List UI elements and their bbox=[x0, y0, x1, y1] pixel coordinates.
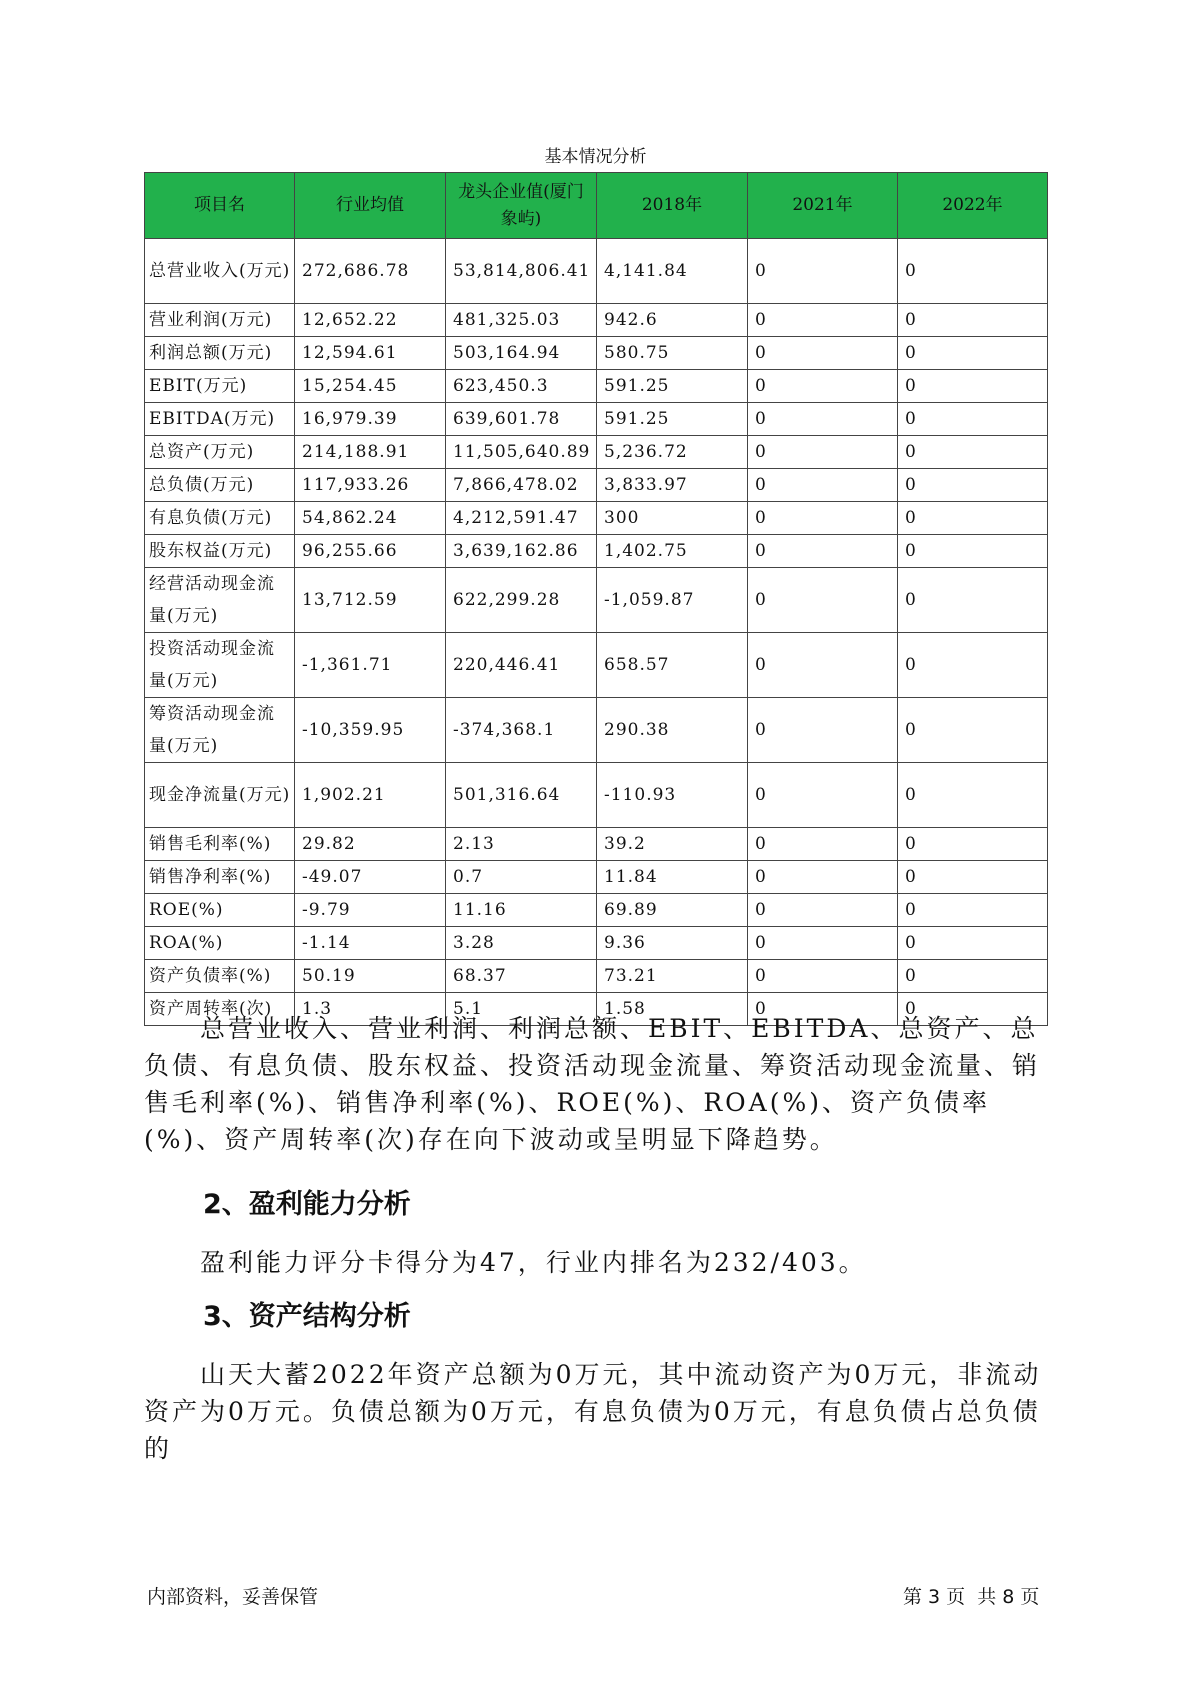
table-cell: 69.89 bbox=[597, 894, 748, 927]
table-cell: 9.36 bbox=[597, 927, 748, 960]
table-cell: 12,594.61 bbox=[295, 337, 446, 370]
table-cell: 0 bbox=[898, 370, 1048, 403]
table-cell: -374,368.1 bbox=[446, 698, 597, 763]
table-cell: 96,255.66 bbox=[295, 535, 446, 568]
table-cell: 0 bbox=[748, 436, 898, 469]
table-cell: 0 bbox=[898, 535, 1048, 568]
table-cell: 0 bbox=[898, 502, 1048, 535]
table-row bbox=[145, 927, 1048, 960]
table-row bbox=[145, 239, 1048, 304]
table-cell: 0 bbox=[748, 469, 898, 502]
table-row bbox=[145, 568, 1048, 633]
table-row bbox=[145, 763, 1048, 828]
table-cell: 591.25 bbox=[597, 403, 748, 436]
row-label: 经营活动现金流量(万元) bbox=[145, 568, 295, 633]
header-year-2018: 2018年 bbox=[597, 173, 748, 239]
table-cell: 0 bbox=[898, 304, 1048, 337]
table-cell: 0 bbox=[898, 993, 1048, 1026]
row-label: 现金净流量(万元) bbox=[145, 763, 295, 828]
table-row bbox=[145, 698, 1048, 763]
table-cell: 0.7 bbox=[446, 861, 597, 894]
table-cell: 0 bbox=[748, 828, 898, 861]
table-cell: 0 bbox=[748, 698, 898, 763]
table-cell: 117,933.26 bbox=[295, 469, 446, 502]
table-cell: 7,866,478.02 bbox=[446, 469, 597, 502]
row-label: 营业利润(万元) bbox=[145, 304, 295, 337]
row-label: EBIT(万元) bbox=[145, 370, 295, 403]
table-cell: 0 bbox=[898, 960, 1048, 993]
row-label: 总营业收入(万元) bbox=[145, 239, 295, 304]
table-cell: 591.25 bbox=[597, 370, 748, 403]
table-cell: 4,212,591.47 bbox=[446, 502, 597, 535]
table-cell: -1.14 bbox=[295, 927, 446, 960]
table-row bbox=[145, 828, 1048, 861]
table-cell: 0 bbox=[748, 633, 898, 698]
table-row bbox=[145, 304, 1048, 337]
table-cell: 290.38 bbox=[597, 698, 748, 763]
row-label: 资产周转率(次) bbox=[145, 993, 295, 1026]
table-cell: 5.1 bbox=[446, 993, 597, 1026]
table-cell: 13,712.59 bbox=[295, 568, 446, 633]
table-cell: 220,446.41 bbox=[446, 633, 597, 698]
table-cell: 3,639,162.86 bbox=[446, 535, 597, 568]
table-cell: 1,902.21 bbox=[295, 763, 446, 828]
header-industry-average: 行业均值 bbox=[295, 173, 446, 239]
table-cell: 3,833.97 bbox=[597, 469, 748, 502]
header-year-2021: 2021年 bbox=[748, 173, 898, 239]
table-cell: 1,402.75 bbox=[597, 535, 748, 568]
table-cell: 0 bbox=[748, 370, 898, 403]
table-cell: 1.3 bbox=[295, 993, 446, 1026]
footer-page-number: 第 3 页 共 8 页 bbox=[903, 1586, 1040, 1608]
table-cell: 0 bbox=[748, 993, 898, 1026]
table-cell: 0 bbox=[748, 763, 898, 828]
row-label: EBITDA(万元) bbox=[145, 403, 295, 436]
table-cell: 0 bbox=[748, 927, 898, 960]
table-cell: 0 bbox=[898, 436, 1048, 469]
table-cell: -1,361.71 bbox=[295, 633, 446, 698]
table-row bbox=[145, 436, 1048, 469]
table-cell: 0 bbox=[748, 960, 898, 993]
table-cell: 12,652.22 bbox=[295, 304, 446, 337]
table-cell: 11.84 bbox=[597, 861, 748, 894]
table-cell: 272,686.78 bbox=[295, 239, 446, 304]
table-row bbox=[145, 861, 1048, 894]
table-cell: 0 bbox=[898, 763, 1048, 828]
table-cell: 503,164.94 bbox=[446, 337, 597, 370]
table-cell: 54,862.24 bbox=[295, 502, 446, 535]
row-label: 有息负债(万元) bbox=[145, 502, 295, 535]
table-cell: 0 bbox=[748, 535, 898, 568]
table-cell: -49.07 bbox=[295, 861, 446, 894]
table-cell: 73.21 bbox=[597, 960, 748, 993]
table-cell: 50.19 bbox=[295, 960, 446, 993]
table-cell: 0 bbox=[898, 927, 1048, 960]
table-cell: 1.58 bbox=[597, 993, 748, 1026]
table-cell: 0 bbox=[898, 698, 1048, 763]
table-cell: 0 bbox=[748, 894, 898, 927]
table-cell: 53,814,806.41 bbox=[446, 239, 597, 304]
table-row bbox=[145, 370, 1048, 403]
row-label: ROA(%) bbox=[145, 927, 295, 960]
table-cell: 0 bbox=[748, 239, 898, 304]
table-cell: 942.6 bbox=[597, 304, 748, 337]
table-cell: 622,299.28 bbox=[446, 568, 597, 633]
table-cell: 0 bbox=[748, 304, 898, 337]
row-label: 投资活动现金流量(万元) bbox=[145, 633, 295, 698]
row-label: 销售毛利率(%) bbox=[145, 828, 295, 861]
table-cell: 16,979.39 bbox=[295, 403, 446, 436]
table-cell: 623,450.3 bbox=[446, 370, 597, 403]
table-row bbox=[145, 535, 1048, 568]
table-cell: 580.75 bbox=[597, 337, 748, 370]
table-cell: 3.28 bbox=[446, 927, 597, 960]
table-cell: 0 bbox=[898, 337, 1048, 370]
table-cell: 2.13 bbox=[446, 828, 597, 861]
trend-paragraph: 总营业收入、营业利润、利润总额、EBIT、EBITDA、总资产、总负债、有息负债、股东权益、投资活动现金流量、筹资活动现金流量、销售毛利率(%)、销售净利率(%)、ROE(%)、ROA(%)、资产负债率(%)、资产周转率(次)存在向下波动或呈明显下降趋势。 bbox=[144, 1014, 1041, 1154]
header-year-2022: 2022年 bbox=[898, 173, 1048, 239]
table-cell: 658.57 bbox=[597, 633, 748, 698]
row-label: 总负债(万元) bbox=[145, 469, 295, 502]
table-cell: 0 bbox=[748, 502, 898, 535]
row-label: 股东权益(万元) bbox=[145, 535, 295, 568]
row-label: 销售净利率(%) bbox=[145, 861, 295, 894]
table-cell: 0 bbox=[898, 403, 1048, 436]
table-cell: 0 bbox=[898, 828, 1048, 861]
table-cell: 0 bbox=[748, 861, 898, 894]
asset-structure-heading: 3、资产结构分析 bbox=[203, 1301, 411, 1332]
profitability-heading: 2、盈利能力分析 bbox=[203, 1189, 411, 1220]
table-cell: 0 bbox=[748, 403, 898, 436]
row-label: 资产负债率(%) bbox=[145, 960, 295, 993]
table-cell: 481,325.03 bbox=[446, 304, 597, 337]
asset-structure-paragraph: 山天大蓄2022年资产总额为0万元，其中流动资产为0万元，非流动资产为0万元。负债总额为0万元，有息负债为0万元，有息负债占总负债的 bbox=[144, 1360, 1042, 1463]
table-cell: 39.2 bbox=[597, 828, 748, 861]
table-cell: 4,141.84 bbox=[597, 239, 748, 304]
table-cell: 0 bbox=[898, 633, 1048, 698]
table-cell: 68.37 bbox=[446, 960, 597, 993]
table-cell: 501,316.64 bbox=[446, 763, 597, 828]
basic-analysis-table bbox=[144, 172, 1048, 1026]
table-cell: 0 bbox=[898, 894, 1048, 927]
header-item-name: 项目名 bbox=[145, 173, 295, 239]
table-row bbox=[145, 502, 1048, 535]
table-header-row bbox=[145, 173, 1048, 239]
table-cell: 29.82 bbox=[295, 828, 446, 861]
row-label: ROE(%) bbox=[145, 894, 295, 927]
table-row bbox=[145, 894, 1048, 927]
row-label: 利润总额(万元) bbox=[145, 337, 295, 370]
header-leader-value: 龙头企业值(厦门象屿) bbox=[446, 173, 597, 239]
table-caption: 基本情况分析 bbox=[544, 147, 647, 167]
table-cell: -9.79 bbox=[295, 894, 446, 927]
table-cell: 5,236.72 bbox=[597, 436, 748, 469]
table-cell: 0 bbox=[748, 568, 898, 633]
table-cell: 0 bbox=[748, 337, 898, 370]
table-cell: -1,059.87 bbox=[597, 568, 748, 633]
table-cell: 11,505,640.89 bbox=[446, 436, 597, 469]
profitability-paragraph: 盈利能力评分卡得分为47，行业内排名为232/403。 bbox=[200, 1248, 867, 1277]
table-row bbox=[145, 337, 1048, 370]
table-cell: 0 bbox=[898, 469, 1048, 502]
table-cell: 300 bbox=[597, 502, 748, 535]
row-label: 筹资活动现金流量(万元) bbox=[145, 698, 295, 763]
footer-confidential-note: 内部资料，妥善保管 bbox=[147, 1586, 319, 1608]
table-row bbox=[145, 633, 1048, 698]
table-cell: 0 bbox=[898, 239, 1048, 304]
table-cell: 214,188.91 bbox=[295, 436, 446, 469]
table-cell: 639,601.78 bbox=[446, 403, 597, 436]
table-row bbox=[145, 469, 1048, 502]
table-cell: -10,359.95 bbox=[295, 698, 446, 763]
table-cell: 15,254.45 bbox=[295, 370, 446, 403]
table-cell: 11.16 bbox=[446, 894, 597, 927]
row-label: 总资产(万元) bbox=[145, 436, 295, 469]
table-cell: -110.93 bbox=[597, 763, 748, 828]
table-cell: 0 bbox=[898, 861, 1048, 894]
table-cell: 0 bbox=[898, 568, 1048, 633]
table-row bbox=[145, 960, 1048, 993]
table-row bbox=[145, 403, 1048, 436]
